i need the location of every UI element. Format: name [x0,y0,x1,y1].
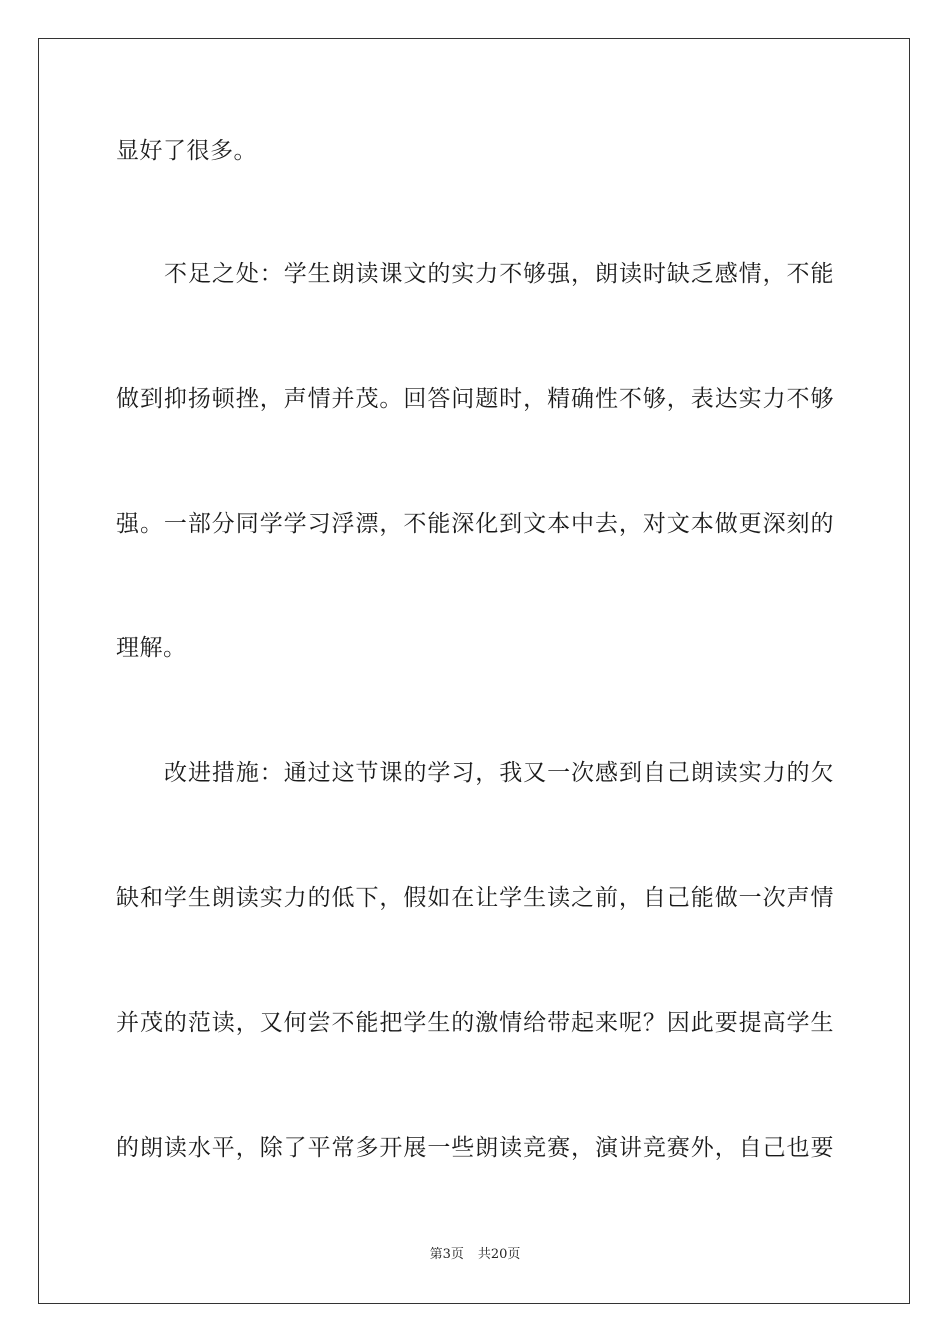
text-line-3: 做到抑扬顿挫，声情并茂。回答问题时，精确性不够，表达实力不够 [116,386,834,412]
text-line-9: 的朗读水平，除了平常多开展一些朗读竞赛，演讲竞赛外，自己也要 [116,1135,834,1161]
text-line-7: 缺和学生朗读实力的低下，假如在让学生读之前，自己能做一次声情 [116,885,834,911]
text-line-4: 强。一部分同学学习浮漂，不能深化到文本中去，对文本做更深刻的 [116,511,834,537]
page-frame [38,38,910,1304]
text-line-1: 显好了很多。 [116,138,257,164]
text-line-2: 不足之处：学生朗读课文的实力不够强，朗读时缺乏感情，不能 [164,261,834,287]
text-line-8: 并茂的范读，又何尝不能把学生的激情给带起来呢？因此要提高学生 [116,1010,834,1036]
text-line-5: 理解。 [116,635,187,661]
page-footer [0,1247,950,1263]
page-number: 第3页 [429,1247,464,1262]
text-line-6: 改进措施：通过这节课的学习，我又一次感到自己朗读实力的欠 [164,760,834,786]
page-total: 共20页 [477,1247,521,1262]
